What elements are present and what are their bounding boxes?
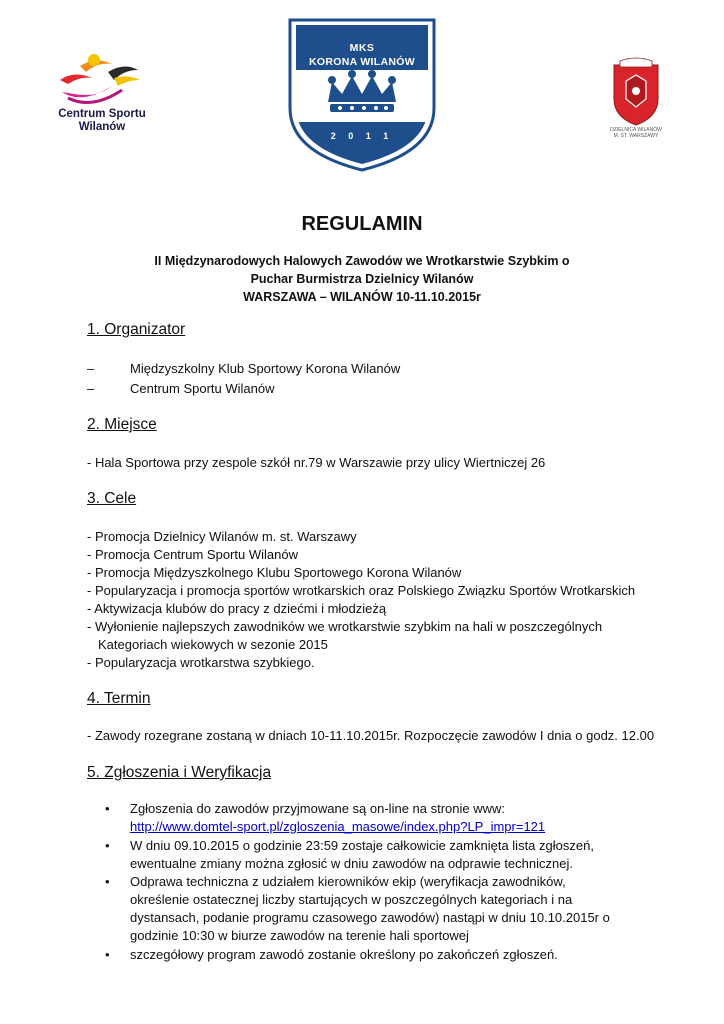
list-item: - Promocja Centrum Sportu Wilanów <box>87 547 298 562</box>
list-item-continuation: ewentualne zmiany można zgłosić w dniu zawodów na odprawie technicznej. <box>130 856 573 871</box>
list-item: - Promocja Międzyszkolnego Klubu Sportowego Korona Wilanów <box>87 565 462 580</box>
dzielnica-wilanow-logo <box>606 55 666 147</box>
list-item: - Popularyzacja wrotkarstwa szybkiego. <box>87 655 315 670</box>
bullet-icon: • <box>105 838 110 853</box>
bullet-icon: • <box>105 874 110 889</box>
shield-icon <box>286 16 438 172</box>
list-item: Międzyszkolny Klub Sportowy Korona Wilanów <box>130 361 401 376</box>
registration-link-anchor[interactable]: http://www.domtel-sport.pl/zgloszenia_masowe/index.php?LP_impr=121 <box>130 819 546 834</box>
bullet-icon: • <box>105 801 110 816</box>
list-item: - Zawody rozegrane zostaną w dniach 10-11.10.2015r. Rozpoczęcie zawodów I dnia o godz. 12.00 <box>87 728 655 743</box>
list-dash: – <box>87 361 95 376</box>
dzielnica-caption: DZIELNICA WILANÓW M. ST. WARSZAWY <box>610 127 662 139</box>
crest-line2: KORONA WILANÓW <box>309 56 415 68</box>
document-title: REGULAMIN <box>301 213 423 235</box>
list-item-continuation: dystansach, podanie programu czasowego zawodów) nastąpi w dniu 10.10.2015r o <box>130 910 610 925</box>
section-heading-zgloszenia: 5. Zgłoszenia i Weryfikacja <box>87 764 272 781</box>
list-item: - Promocja Dzielnicy Wilanów m. st. Warszawy <box>87 529 357 544</box>
list-item-continuation: Kategoriach wiekowych w sezonie 2015 <box>98 637 328 652</box>
centrum-sportu-logo <box>52 50 152 150</box>
registration-link[interactable] <box>130 819 545 834</box>
swoosh-icon <box>52 50 152 108</box>
section-heading-termin: 4. Termin <box>87 690 151 707</box>
list-item: Centrum Sportu Wilanów <box>130 381 275 396</box>
list-item: szczegółowy program zawodó zostanie określony po zakończeń zgłoszeń. <box>130 947 558 962</box>
list-item-continuation: określenie ostatecznej liczby startujących w poszczególnych kategoriach i na <box>130 892 573 907</box>
list-item: - Popularyzacja i promocja sportów wrotkarskich oraz Polskiego Związku Sportów Wrotkarskich <box>87 583 636 598</box>
centrum-sportu-logo-text: Centrum Sportu Wilanów <box>58 108 146 133</box>
coat-of-arms-icon <box>606 55 666 127</box>
section-heading-cele: 3. Cele <box>87 490 137 507</box>
list-item: - Wyłonienie najlepszych zawodników we wrotkarstwie szybkim na hali w poszczególnych <box>87 619 603 634</box>
mks-korona-crest <box>286 16 438 172</box>
list-dash: – <box>87 381 95 396</box>
list-item: W dniu 09.10.2015 o godzinie 23:59 zostaje całkowicie zamknięta lista zgłoszeń, <box>130 838 594 853</box>
crest-year: 2 0 1 1 <box>330 131 394 141</box>
section-heading-organizator: 1. Organizator <box>87 321 186 338</box>
list-item: Odprawa techniczna z udziałem kierowników ekip (weryfikacja zawodników, <box>130 874 566 889</box>
list-item: - Hala Sportowa przy zespole szkół nr.79 w Warszawie przy ulicy Wiertniczej 26 <box>87 455 546 470</box>
list-item-continuation: godzinie 10:30 w biurze zawodów na terenie hali sportowej <box>130 928 469 943</box>
document-subtitle: II Międzynarodowych Halowych Zawodów we Wrotkarstwie Szybkim o Puchar Burmistrza Dzielnicy Wilanów WARSZAWA – WILANÓW 10-11.10.2015r <box>154 254 570 304</box>
section-heading-miejsce: 2. Miejsce <box>87 416 157 433</box>
crest-line1: MKS <box>349 42 375 54</box>
bullet-icon: • <box>105 947 110 962</box>
list-item: Zgłoszenia do zawodów przyjmowane są on-line na stronie www: <box>130 801 506 816</box>
list-item: - Aktywizacja klubów do pracy z dziećmi i młodzieżą <box>87 601 387 616</box>
